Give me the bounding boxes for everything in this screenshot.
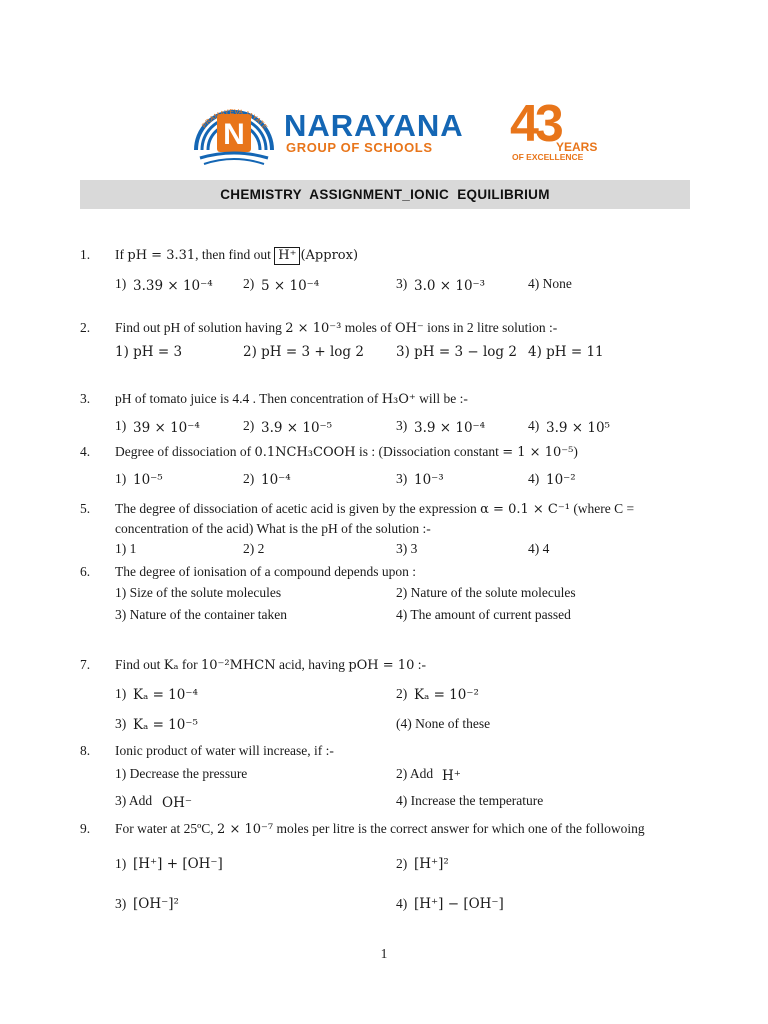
- option-4: [H⁺] − [OH⁻]: [414, 896, 504, 912]
- option-label: 1): [115, 686, 127, 701]
- option-2: Kₐ = 10⁻²: [414, 687, 479, 703]
- option-label: 2): [243, 418, 255, 433]
- question-number: 6.: [80, 564, 91, 579]
- option-4: 4) The amount of current passed: [396, 607, 571, 622]
- option-3: 3.0 × 10⁻³: [414, 278, 486, 294]
- assignment-title: CHEMISTRY ASSIGNMENT_IONIC EQUILIBRIUM: [220, 187, 550, 202]
- option-label: 3): [396, 276, 408, 291]
- option-4: 4) None: [528, 276, 572, 291]
- option-1: 1) pH = 3: [115, 344, 183, 360]
- option-2: 2) pH = 3 + log 2: [243, 344, 364, 360]
- question-text-line-2: concentration of the acid) What is the pH of the solution :-: [115, 521, 431, 536]
- option-2: 10⁻⁴: [261, 472, 291, 488]
- question-text: Ionic product of water will increase, if :-: [115, 743, 334, 758]
- option-1: 1) Decrease the pressure: [115, 766, 248, 781]
- option-label: 2): [243, 471, 255, 486]
- option-label: 4): [528, 418, 540, 433]
- option-label: 2): [243, 276, 255, 291]
- option-label: 3): [115, 896, 127, 911]
- option-label: 3): [396, 418, 408, 433]
- option-1: 1) 1: [115, 541, 137, 556]
- page-number: 1: [380, 946, 388, 961]
- narayana-emblem-icon: [186, 88, 282, 172]
- option-4: 10⁻²: [546, 472, 576, 488]
- option-1: 1) Size of the solute molecules: [115, 585, 282, 600]
- option-2: 3.9 × 10⁻⁵: [261, 420, 333, 436]
- logo-arc-text: PRAMAYEVA JAYATE: [201, 108, 269, 132]
- question-text: Degree of dissociation of 0.1NCH₃COOH is : (Dissociation constant = 1 × 10⁻⁵): [115, 444, 578, 460]
- question-text: pH of tomato juice is 4.4 . Then concentration of H₃O⁺ will be :-: [115, 391, 468, 407]
- question-text: The degree of dissociation of acetic acid is given by the expression α = 0.1 × C⁻¹ (where C =: [115, 501, 635, 517]
- years-number: 43: [510, 95, 560, 153]
- option-label: 4): [396, 896, 408, 911]
- option-2: [H⁺]²: [414, 856, 449, 872]
- option-4: 3.9 × 10⁵: [546, 420, 610, 436]
- option-1: 39 × 10⁻⁴: [133, 420, 200, 436]
- question-text: If pH = 3.31, then find out H⁺ (Approx): [115, 247, 359, 263]
- option-label: 1): [115, 856, 127, 871]
- years-tagline: OF EXCELLENCE: [512, 152, 584, 162]
- option-3: 3.9 × 10⁻⁴: [414, 420, 486, 436]
- option-1: 3.39 × 10⁻⁴: [133, 278, 213, 294]
- option-3: 3) 3: [396, 541, 418, 556]
- option-3: 10⁻³: [414, 472, 444, 488]
- option-label: 1): [115, 471, 127, 486]
- brand-subtitle: GROUP OF SCHOOLS: [286, 140, 433, 155]
- option-4: 4) Increase the temperature: [396, 793, 544, 808]
- option-1: 10⁻⁵: [133, 472, 163, 488]
- option-label: 2) Add: [396, 766, 434, 781]
- option-label: 3): [115, 716, 127, 731]
- question-number: 3.: [80, 391, 91, 406]
- option-4: (4) None of these: [396, 716, 491, 731]
- option-1: Kₐ = 10⁻⁴: [133, 687, 198, 703]
- title-bar: [80, 180, 690, 209]
- question-text: The degree of ionisation of a compound depends upon :: [115, 564, 417, 579]
- question-number: 4.: [80, 444, 91, 459]
- option-2: 2) Nature of the solute molecules: [396, 585, 576, 600]
- question-number: 5.: [80, 501, 91, 516]
- option-3-value: OH⁻: [162, 795, 192, 811]
- option-label: 2): [396, 856, 408, 871]
- option-label: 1): [115, 276, 127, 291]
- option-3: [OH⁻]²: [133, 896, 179, 912]
- years-word: YEARS: [556, 140, 598, 154]
- option-2: 5 × 10⁻⁴: [261, 278, 320, 294]
- option-label: 1): [115, 418, 127, 433]
- option-label: 2): [396, 686, 408, 701]
- brand-name: NARAYANA: [284, 108, 464, 143]
- question-text: For water at 25ºC, 2 × 10⁻⁷ moles per litre is the correct answer for which one of the followoing: [115, 821, 645, 837]
- option-4: 4) 4: [528, 541, 550, 556]
- option-label: 3) Add: [115, 793, 153, 808]
- question-number: 9.: [80, 821, 91, 836]
- question-text: Find out Kₐ for 10⁻²MHCN acid, having pOH = 10 :-: [115, 657, 426, 673]
- option-label: 3): [396, 471, 408, 486]
- question-number: 2.: [80, 320, 91, 335]
- question-number: 8.: [80, 743, 91, 758]
- option-2: 2) 2: [243, 541, 265, 556]
- svg-text:N: N: [223, 118, 245, 151]
- school-logo: [186, 88, 282, 172]
- question-text: Find out pH of solution having 2 × 10⁻³ moles of OH⁻ ions in 2 litre solution :-: [115, 320, 558, 336]
- option-3: Kₐ = 10⁻⁵: [133, 717, 198, 733]
- option-3: 3) pH = 3 − log 2: [396, 344, 517, 360]
- option-3: 3) Nature of the container taken: [115, 607, 288, 622]
- question-number: 1.: [80, 247, 91, 262]
- option-1: [H⁺] + [OH⁻]: [133, 856, 223, 872]
- option-label: 4): [528, 471, 540, 486]
- option-2-value: H⁺: [442, 768, 461, 784]
- option-4: 4) pH = 11: [528, 344, 604, 360]
- question-number: 7.: [80, 657, 91, 672]
